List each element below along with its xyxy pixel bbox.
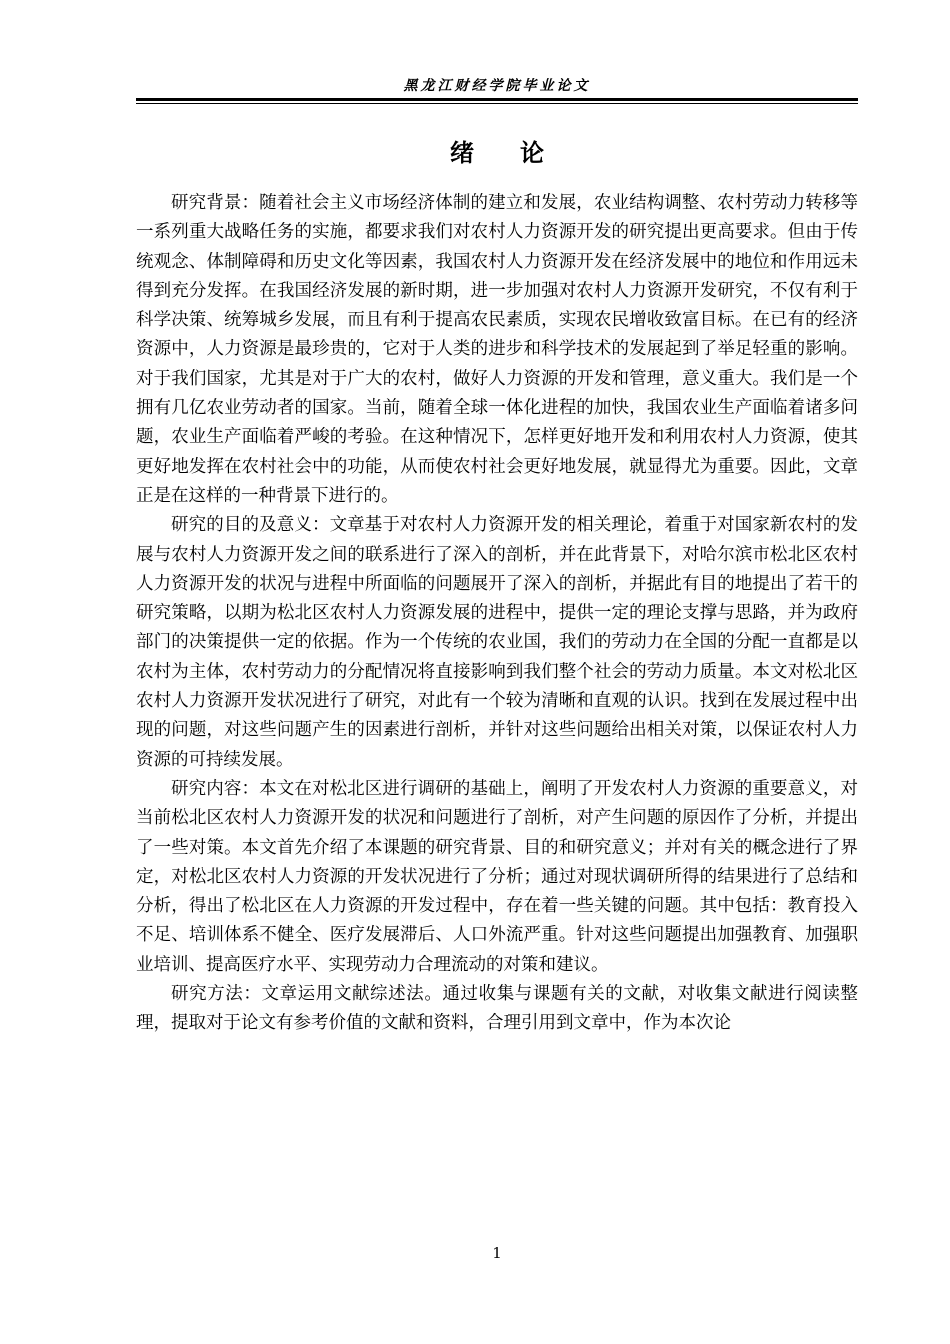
section-title: 绪论: [450, 138, 590, 167]
header-rule-thick: [136, 98, 858, 101]
page-number: 1: [492, 1244, 502, 1262]
paragraph-content: 研究内容：本文在对松北区进行调研的基础上，阐明了开发农村人力资源的重要意义，对当前松北区农村人力资源开发的状况和问题进行了剖析，对产生问题的原因作了分析，并提出了一些对策。本文首先介绍了本课题的研究背景、目的和研究意义；并对有关的概念进行了界定，对松北区农村人力资源的开发状况进行了分析；通过对现状调研所得的结果进行了总结和分析，得出了松北区在人力资源的开发过程中，存在着一些关键的问题。其中包括：教育投入不足、培训体系不健全、医疗发展滞后、人口外流严重。针对这些问题提出加强教育、加强职业培训、提高医疗水平、实现劳动力合理流动的对策和建议。: [136, 778, 858, 975]
body-text: [136, 189, 858, 1039]
paragraph-background: 研究背景：随着社会主义市场经济体制的建立和发展，农业结构调整、农村劳动力转移等一系列重大战略任务的实施，都要求我们对农村人力资源开发的研究提出更高要求。但由于传统观念、体制障碍和历史文化等因素，我国农村人力资源开发在经济发展中的地位和作用远未得到充分发挥。在我国经济发展的新时期，进一步加强对农村人力资源开发研究，不仅有利于科学决策、统筹城乡发展，而且有利于提高农民素质，实现农民增收致富目标。在已有的经济资源中，人力资源是最珍贵的，它对于人类的进步和科学技术的发展起到了举足轻重的影响。对于我们国家，尤其是对于广大的农村，做好人力资源的开发和管理，意义重大。我们是一个拥有几亿农业劳动者的国家。当前，随着全球一体化进程的加快，我国农业生产面临着诸多问题，农业生产面临着严峻的考验。在这种情况下，怎样更好地开发和利用农村人力资源，使其更好地发挥在农村社会中的功能，从而使农村社会更好地发展，就显得尤为重要。因此，文章正是在这样的一种背景下进行的。: [136, 193, 858, 506]
header-rule-thin: [136, 103, 858, 104]
paragraph-method: 研究方法：文章运用文献综述法。通过收集与课题有关的文献，对收集文献进行阅读整理，提取对于论文有参考价值的文献和资料，合理引用到文章中，作为本次论: [136, 984, 858, 1034]
running-header: 黑龙江财经学院毕业论文: [403, 78, 591, 94]
paragraph-purpose: 研究的目的及意义：文章基于对农村人力资源开发的相关理论，着重于对国家新农村的发展与农村人力资源开发之间的联系进行了深入的剖析，并在此背景下，对哈尔滨市松北区农村人力资源开发的状况与进程中所面临的问题展开了深入的剖析，并据此有目的地提出了若干的研究策略，以期为松北区农村人力资源发展的进程中，提供一定的理论支撑与思路，并为政府部门的决策提供一定的依据。作为一个传统的农业国，我们的劳动力在全国的分配一直都是以农村为主体，农村劳动力的分配情况将直接影响到我们整个社会的劳动力质量。本文对松北区农村人力资源开发状况进行了研究，对此有一个较为清晰和直观的认识。找到在发展过程中出现的问题，对这些问题产生的因素进行剖析，并针对这些问题给出相关对策，以保证农村人力资源的可持续发展。: [136, 515, 858, 770]
